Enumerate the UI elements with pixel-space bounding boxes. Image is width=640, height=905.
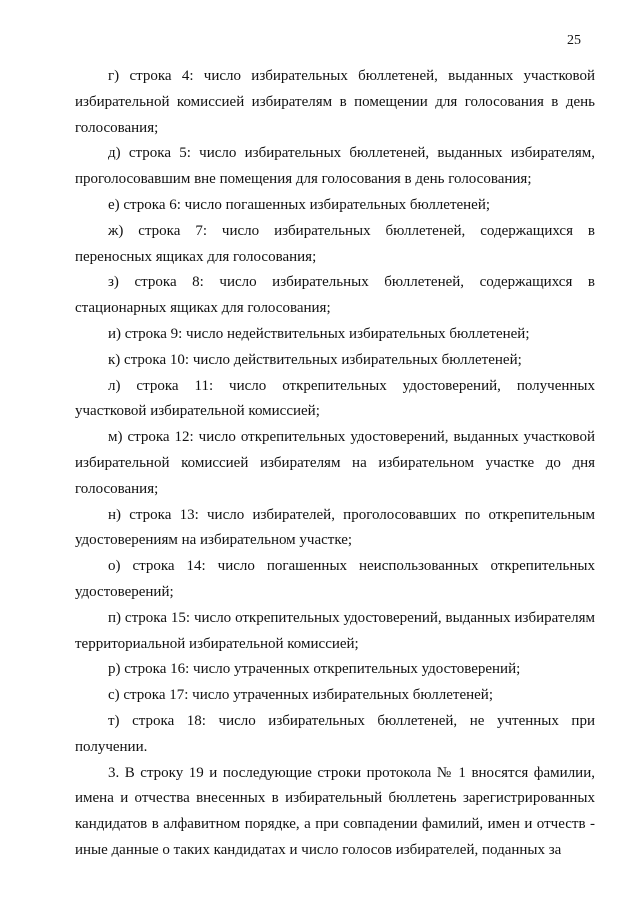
- paragraph-line-8: з) строка 8: число избирательных бюллетеней, содержащихся в стационарных ящиках для голосования;: [75, 274, 595, 317]
- paragraph-line-9: и) строка 9: число недействительных избирательных бюллетеней;: [108, 325, 530, 342]
- paragraph-line-12: м) строка 12: число открепительных удостоверений, выданных участковой избирательной комиссией избирателям на избирательном участке до дня голосования;: [75, 429, 595, 497]
- document-body: [75, 64, 595, 864]
- paragraph-line-11: л) строка 11: число открепительных удостоверений, полученных участковой избирательной комиссией;: [75, 377, 595, 420]
- paragraph-line-18: т) строка 18: число избирательных бюллетеней, не учтенных при получении.: [75, 712, 595, 755]
- page-number: 25: [567, 33, 581, 48]
- paragraph-line-4: г) строка 4: число избирательных бюллетеней, выданных участковой избирательной комиссией избирателям в помещении для голосования в день голосования;: [75, 68, 595, 136]
- paragraph-line-14: о) строка 14: число погашенных неиспользованных открепительных удостоверений;: [75, 558, 595, 600]
- paragraph-line-17: с) строка 17: число утраченных избирательных бюллетеней;: [108, 687, 493, 704]
- paragraph-line-6: е) строка 6: число погашенных избирательных бюллетеней;: [108, 196, 491, 213]
- paragraph-line-13: н) строка 13: число избирателей, проголосовавших по открепительным удостоверениям на избирательном участке;: [75, 506, 595, 549]
- paragraph-line-7: ж) строка 7: число избирательных бюллетеней, содержащихся в переносных ящиках для голосования;: [75, 222, 595, 265]
- paragraph-section-3: 3. В строку 19 и последующие строки протокола № 1 вносятся фамилии, имена и отчества внесенных в избирательный бюллетень зарегистрированных кандидатов в алфавитном порядке, а при совпадении фамилий, имен и отчеств - иные данные о таких кандидатах и число голосов избирателей, поданных за: [75, 764, 595, 858]
- paragraph-line-16: р) строка 16: число утраченных открепительных удостоверений;: [108, 661, 521, 678]
- paragraph-line-10: к) строка 10: число действительных избирательных бюллетеней;: [108, 351, 522, 368]
- paragraph-line-15: п) строка 15: число открепительных удостоверений, выданных избирателям территориальной избирательной комиссией;: [75, 609, 595, 652]
- paragraph-line-5: д) строка 5: число избирательных бюллетеней, выданных избирателям, проголосовавшим вне помещения для голосования в день голосования;: [75, 145, 595, 188]
